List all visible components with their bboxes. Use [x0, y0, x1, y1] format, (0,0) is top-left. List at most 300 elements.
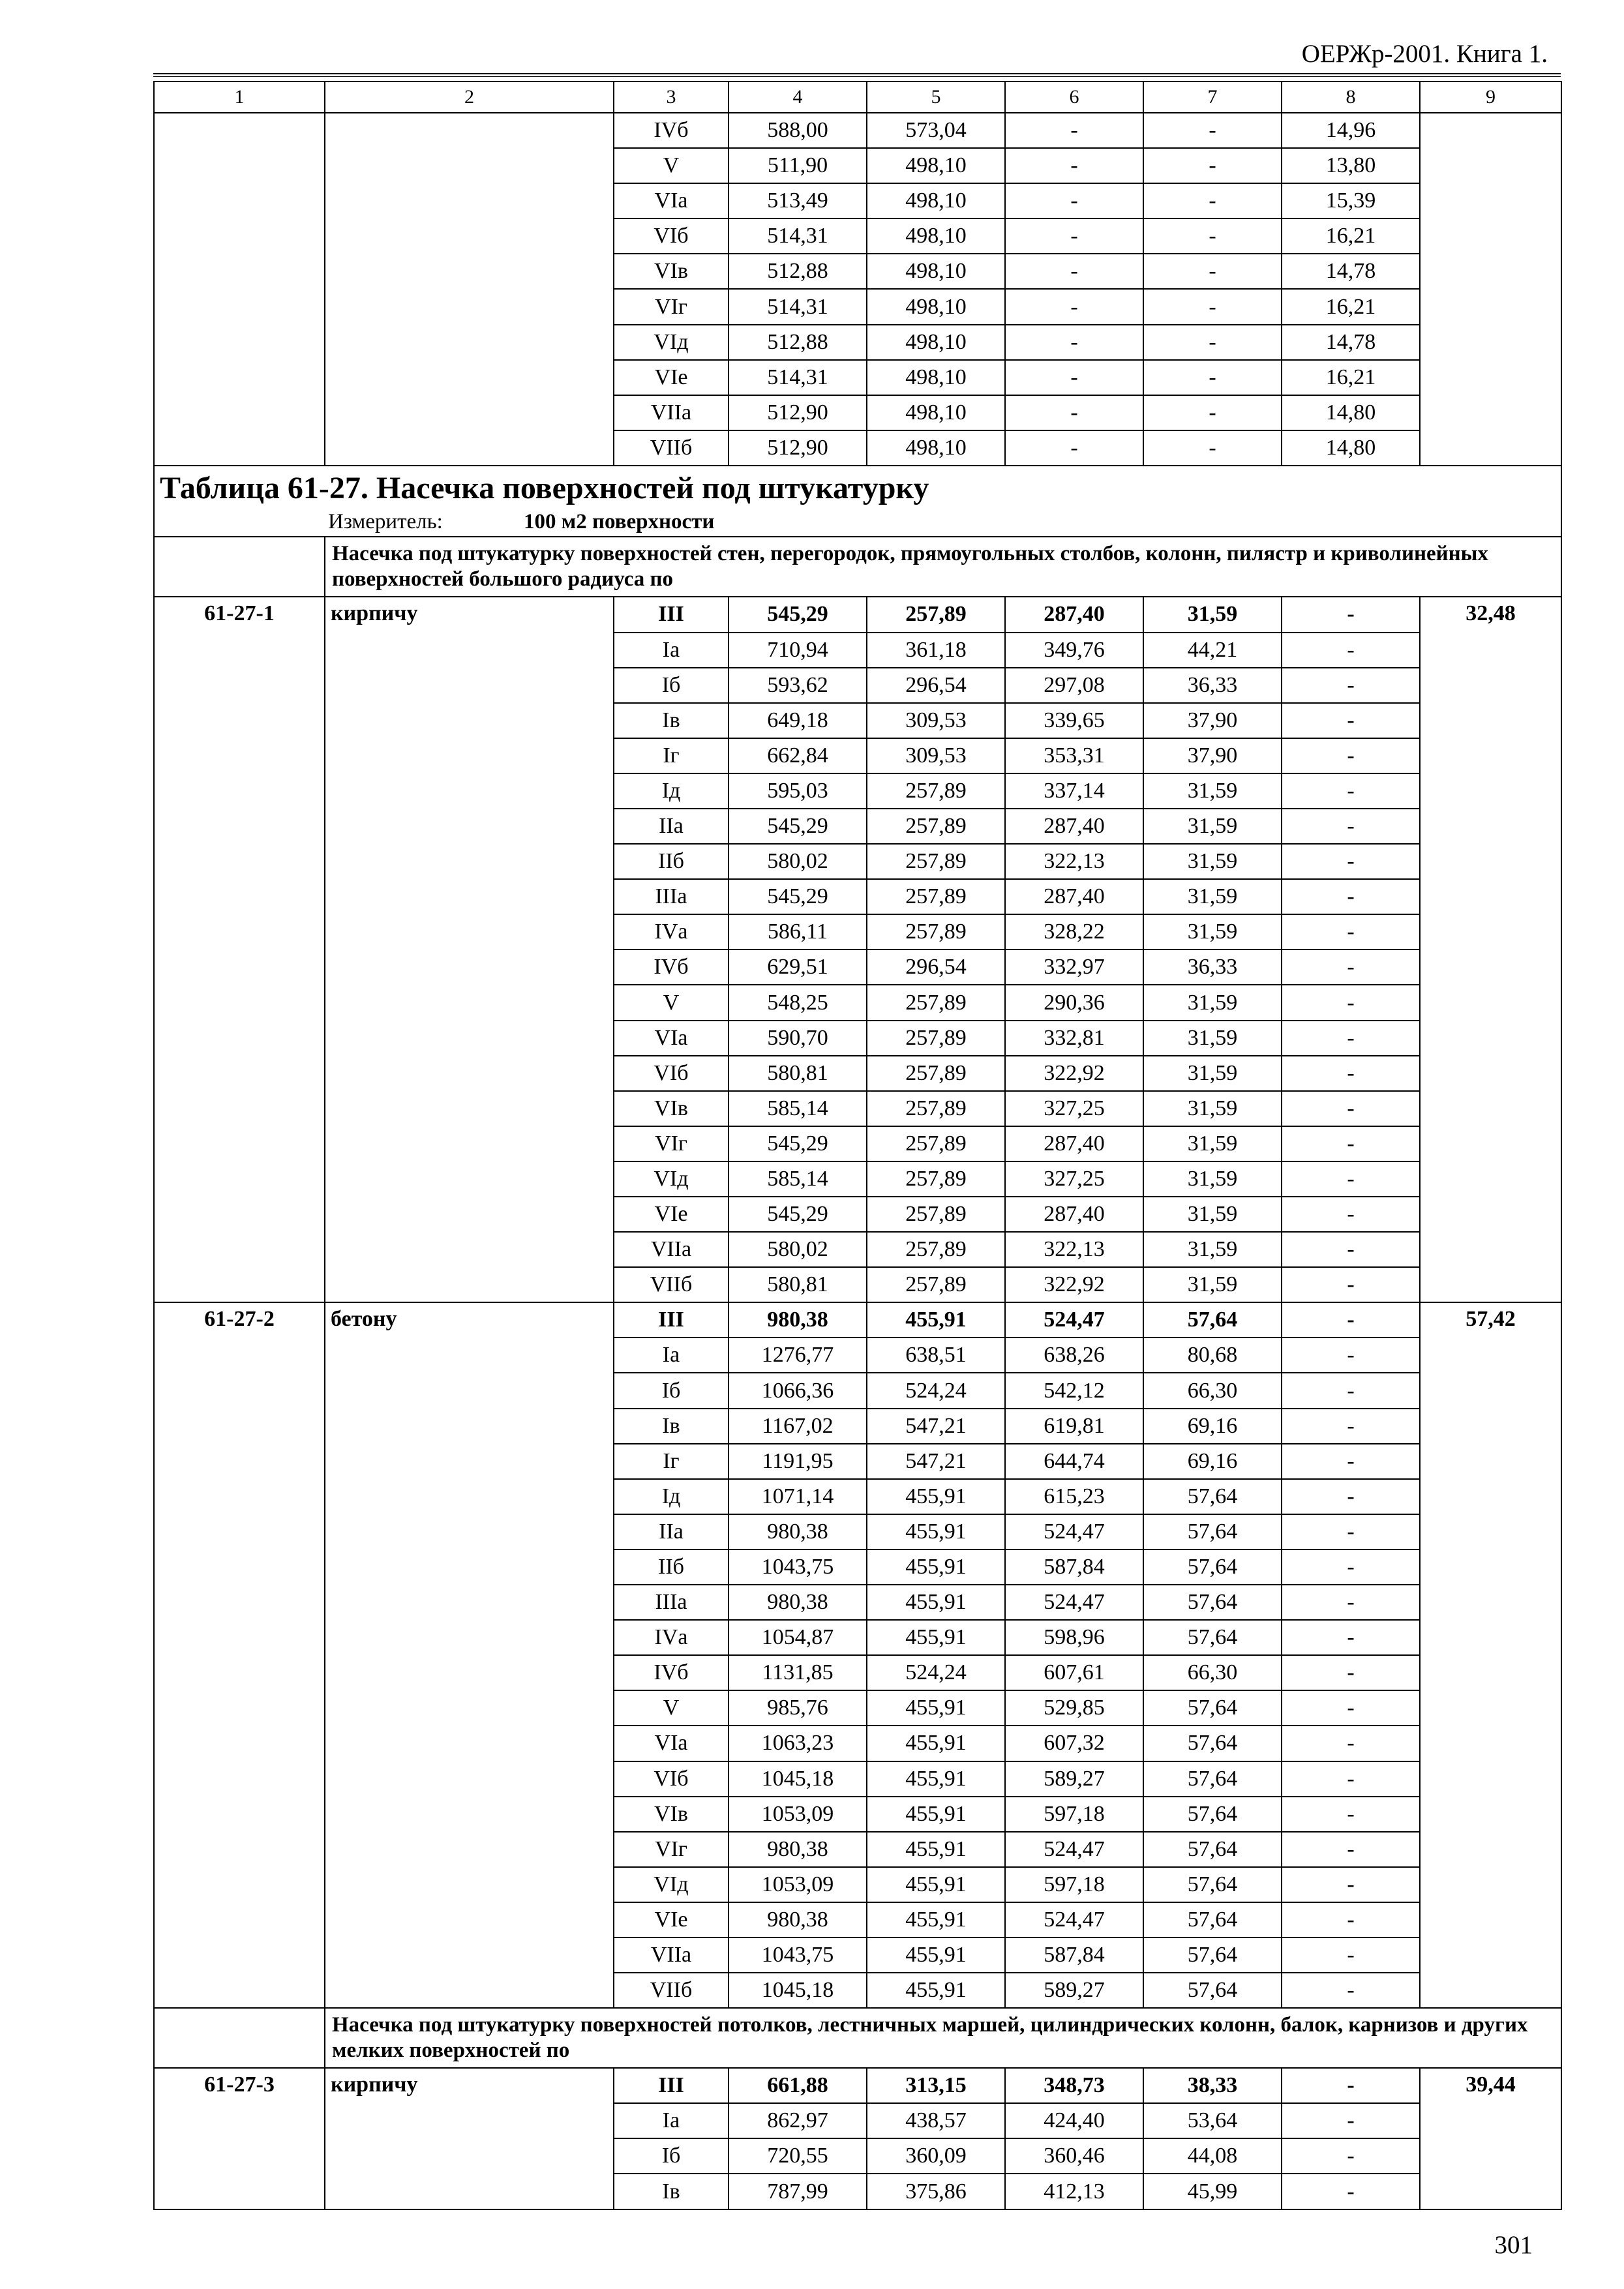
machines-cell: 287,40	[1005, 597, 1143, 632]
wages-cell: 455,91	[867, 1937, 1005, 1973]
total-cost-cell: 585,14	[729, 1091, 867, 1126]
machines-cell: 589,27	[1005, 1761, 1143, 1797]
col9-cell: 39,44	[1420, 2068, 1561, 2209]
wages-cell: 257,89	[867, 1021, 1005, 1056]
wages-cell: 257,89	[867, 1267, 1005, 1302]
total-cost-cell: 545,29	[729, 879, 867, 914]
wages-cell: 455,91	[867, 1797, 1005, 1832]
total-cost-cell: 512,88	[729, 325, 867, 360]
wages-cell: 257,89	[867, 597, 1005, 632]
total-cost-cell: 662,84	[729, 738, 867, 773]
wages-cell: 455,91	[867, 1973, 1005, 2008]
total-cost-cell: 545,29	[729, 1126, 867, 1161]
code-cell: 61-27-1	[154, 597, 325, 1302]
wages-cell: 257,89	[867, 1056, 1005, 1091]
total-cost-cell: 593,62	[729, 668, 867, 703]
materials-cell: -	[1282, 1726, 1420, 1761]
total-cost-cell: 980,38	[729, 1902, 867, 1937]
table-title: Таблица 61-27. Насечка поверхностей под штукатурку	[160, 470, 929, 505]
total-cost-cell: 1276,77	[729, 1338, 867, 1373]
materials-cell: -	[1282, 1585, 1420, 1620]
wages-cell: 257,89	[867, 1161, 1005, 1197]
driver-wages-cell: 66,30	[1143, 1655, 1282, 1690]
machines-cell: 287,40	[1005, 879, 1143, 914]
total-cost-cell: 580,02	[729, 1232, 867, 1267]
materials-cell: 15,39	[1282, 183, 1420, 218]
materials-cell: -	[1282, 1937, 1420, 1973]
total-cost-cell: 512,90	[729, 430, 867, 466]
machines-cell: -	[1005, 183, 1143, 218]
machines-cell: 529,85	[1005, 1690, 1143, 1726]
driver-wages-cell: 57,64	[1143, 1690, 1282, 1726]
category-cell: Iг	[614, 1444, 729, 1479]
driver-wages-cell: 45,99	[1143, 2174, 1282, 2209]
wages-cell: 257,89	[867, 1091, 1005, 1126]
driver-wages-cell: -	[1143, 218, 1282, 254]
machines-cell: 332,97	[1005, 950, 1143, 985]
machines-cell: 337,14	[1005, 773, 1143, 809]
driver-wages-cell: 57,64	[1143, 1585, 1282, 1620]
total-cost-cell: 720,55	[729, 2138, 867, 2174]
category-cell: Iг	[614, 738, 729, 773]
wages-cell: 257,89	[867, 1197, 1005, 1232]
category-cell: IVа	[614, 914, 729, 950]
driver-wages-cell: 31,59	[1143, 1161, 1282, 1197]
machines-cell: 638,26	[1005, 1338, 1143, 1373]
materials-cell: 14,80	[1282, 395, 1420, 430]
col9-cell	[1420, 113, 1561, 466]
materials-cell: -	[1282, 1409, 1420, 1444]
materials-cell: -	[1282, 2174, 1420, 2209]
category-cell: Iв	[614, 703, 729, 738]
category-cell: VIIа	[614, 1232, 729, 1267]
category-cell: IIб	[614, 1549, 729, 1585]
table-row	[154, 597, 1561, 632]
machines-cell: 587,84	[1005, 1937, 1143, 1973]
category-cell: VIб	[614, 1056, 729, 1091]
total-cost-cell: 1053,09	[729, 1867, 867, 1902]
wages-cell: 524,24	[867, 1373, 1005, 1408]
category-cell: VIа	[614, 1021, 729, 1056]
driver-wages-cell: 31,59	[1143, 1126, 1282, 1161]
table-title-cell	[154, 466, 1561, 537]
total-cost-cell: 595,03	[729, 773, 867, 809]
driver-wages-cell: 53,64	[1143, 2103, 1282, 2138]
total-cost-cell: 512,90	[729, 395, 867, 430]
materials-cell: 14,80	[1282, 430, 1420, 466]
driver-wages-cell: 57,64	[1143, 1620, 1282, 1655]
wages-cell: 455,91	[867, 1549, 1005, 1585]
wages-cell: 257,89	[867, 1232, 1005, 1267]
driver-wages-cell: -	[1143, 148, 1282, 183]
category-cell: VIе	[614, 360, 729, 395]
materials-cell: -	[1282, 879, 1420, 914]
code-cell	[154, 2008, 325, 2068]
total-cost-cell: 1063,23	[729, 1726, 867, 1761]
section-description: Насечка под штукатурку поверхностей стен, перегородок, прямоугольных столбов, колонн, пилястр и криволинейных поверхностей большого радиуса по	[325, 537, 1561, 597]
total-cost-cell: 585,14	[729, 1161, 867, 1197]
materials-cell: -	[1282, 1302, 1420, 1338]
wages-cell: 257,89	[867, 844, 1005, 879]
total-cost-cell: 545,29	[729, 809, 867, 844]
unit-value: 100 м2 поверхности	[524, 510, 715, 534]
driver-wages-cell: 57,64	[1143, 1867, 1282, 1902]
column-number-cell: 5	[867, 82, 1005, 113]
wages-cell: 498,10	[867, 183, 1005, 218]
category-cell: Iб	[614, 1373, 729, 1408]
category-cell: VIд	[614, 325, 729, 360]
column-number-cell: 2	[325, 82, 614, 113]
wages-cell: 498,10	[867, 148, 1005, 183]
machines-cell: 339,65	[1005, 703, 1143, 738]
driver-wages-cell: 44,21	[1143, 633, 1282, 668]
wages-cell: 573,04	[867, 113, 1005, 148]
machines-cell: 360,46	[1005, 2138, 1143, 2174]
materials-cell: -	[1282, 1126, 1420, 1161]
wages-cell: 296,54	[867, 950, 1005, 985]
total-cost-cell: 649,18	[729, 703, 867, 738]
machines-cell: 619,81	[1005, 1409, 1143, 1444]
category-cell: Iд	[614, 1479, 729, 1514]
driver-wages-cell: 57,64	[1143, 1832, 1282, 1867]
materials-cell: -	[1282, 844, 1420, 879]
total-cost-cell: 1053,09	[729, 1797, 867, 1832]
column-number-cell: 8	[1282, 82, 1420, 113]
table-row	[154, 113, 1561, 148]
materials-cell: -	[1282, 1690, 1420, 1726]
materials-cell: -	[1282, 2068, 1420, 2103]
driver-wages-cell: 57,64	[1143, 1514, 1282, 1549]
driver-wages-cell: -	[1143, 360, 1282, 395]
materials-cell: -	[1282, 1797, 1420, 1832]
category-cell: Iд	[614, 773, 729, 809]
driver-wages-cell: 31,59	[1143, 985, 1282, 1020]
machines-cell: -	[1005, 360, 1143, 395]
materials-cell: -	[1282, 1832, 1420, 1867]
category-cell: VIе	[614, 1902, 729, 1937]
category-cell: IIа	[614, 809, 729, 844]
category-cell: IIа	[614, 1514, 729, 1549]
driver-wages-cell: 57,64	[1143, 1726, 1282, 1761]
wages-cell: 498,10	[867, 254, 1005, 289]
category-cell: Iб	[614, 2138, 729, 2174]
wages-cell: 361,18	[867, 633, 1005, 668]
machines-cell: 542,12	[1005, 1373, 1143, 1408]
total-cost-cell: 862,97	[729, 2103, 867, 2138]
machines-cell: 287,40	[1005, 1197, 1143, 1232]
wages-cell: 455,91	[867, 1761, 1005, 1797]
total-cost-cell: 629,51	[729, 950, 867, 985]
driver-wages-cell: 31,59	[1143, 1021, 1282, 1056]
unit-line	[160, 510, 1556, 533]
materials-cell: -	[1282, 597, 1420, 632]
total-cost-cell: 980,38	[729, 1514, 867, 1549]
category-cell: VIIб	[614, 1267, 729, 1302]
code-cell	[154, 113, 325, 466]
wages-cell: 638,51	[867, 1338, 1005, 1373]
total-cost-cell: 511,90	[729, 148, 867, 183]
wages-cell: 455,91	[867, 1867, 1005, 1902]
materials-cell: 16,21	[1282, 218, 1420, 254]
driver-wages-cell: -	[1143, 289, 1282, 324]
materials-cell: -	[1282, 1761, 1420, 1797]
column-number-cell: 9	[1420, 82, 1561, 113]
machines-cell: 322,13	[1005, 1232, 1143, 1267]
machines-cell: -	[1005, 148, 1143, 183]
category-cell: VIIб	[614, 1973, 729, 2008]
total-cost-cell: 1071,14	[729, 1479, 867, 1514]
category-cell: Iа	[614, 1338, 729, 1373]
total-cost-cell: 985,76	[729, 1690, 867, 1726]
section-description-row	[154, 2008, 1561, 2068]
section-description-row	[154, 537, 1561, 597]
wages-cell: 498,10	[867, 325, 1005, 360]
wages-cell: 360,09	[867, 2138, 1005, 2174]
machines-cell: -	[1005, 430, 1143, 466]
total-cost-cell: 1167,02	[729, 1409, 867, 1444]
wages-cell: 257,89	[867, 879, 1005, 914]
machines-cell: 597,18	[1005, 1797, 1143, 1832]
driver-wages-cell: 44,08	[1143, 2138, 1282, 2174]
category-cell: VIа	[614, 183, 729, 218]
category-cell: V	[614, 1690, 729, 1726]
driver-wages-cell: 31,59	[1143, 844, 1282, 879]
materials-cell: -	[1282, 1444, 1420, 1479]
materials-cell: -	[1282, 668, 1420, 703]
category-cell: Iв	[614, 2174, 729, 2209]
category-cell: IIб	[614, 844, 729, 879]
machines-cell: -	[1005, 254, 1143, 289]
materials-cell: 14,78	[1282, 254, 1420, 289]
materials-cell: -	[1282, 1549, 1420, 1585]
driver-wages-cell: 36,33	[1143, 668, 1282, 703]
col9-cell: 32,48	[1420, 597, 1561, 1302]
machines-cell: 348,73	[1005, 2068, 1143, 2103]
total-cost-cell: 1066,36	[729, 1373, 867, 1408]
machines-cell: 524,47	[1005, 1585, 1143, 1620]
driver-wages-cell: 57,64	[1143, 1479, 1282, 1514]
col9-cell: 57,42	[1420, 1302, 1561, 2008]
machines-cell: -	[1005, 325, 1143, 360]
materials-cell: -	[1282, 633, 1420, 668]
driver-wages-cell: 57,64	[1143, 1937, 1282, 1973]
total-cost-cell: 1045,18	[729, 1973, 867, 2008]
table-title-row	[154, 466, 1561, 537]
wages-cell: 498,10	[867, 430, 1005, 466]
total-cost-cell: 1045,18	[729, 1761, 867, 1797]
materials-cell: -	[1282, 1373, 1420, 1408]
materials-cell: -	[1282, 950, 1420, 985]
total-cost-cell: 1054,87	[729, 1620, 867, 1655]
column-number-cell: 7	[1143, 82, 1282, 113]
materials-cell: -	[1282, 985, 1420, 1020]
machines-cell: 587,84	[1005, 1549, 1143, 1585]
materials-cell: -	[1282, 1973, 1420, 2008]
category-cell: VIд	[614, 1867, 729, 1902]
driver-wages-cell: 31,59	[1143, 1232, 1282, 1267]
wages-cell: 438,57	[867, 2103, 1005, 2138]
driver-wages-cell: 69,16	[1143, 1409, 1282, 1444]
driver-wages-cell: 37,90	[1143, 738, 1282, 773]
column-number-cell: 1	[154, 82, 325, 113]
machines-cell: 327,25	[1005, 1091, 1143, 1126]
materials-cell: -	[1282, 1056, 1420, 1091]
machines-cell: 322,13	[1005, 844, 1143, 879]
driver-wages-cell: -	[1143, 395, 1282, 430]
total-cost-cell: 512,88	[729, 254, 867, 289]
wages-cell: 455,91	[867, 1514, 1005, 1549]
wages-cell: 498,10	[867, 218, 1005, 254]
machines-cell: -	[1005, 113, 1143, 148]
materials-cell: 16,21	[1282, 289, 1420, 324]
category-cell: VIв	[614, 254, 729, 289]
code-cell: 61-27-3	[154, 2068, 325, 2209]
materials-cell: -	[1282, 1161, 1420, 1197]
category-cell: IIIа	[614, 1585, 729, 1620]
driver-wages-cell: 57,64	[1143, 1902, 1282, 1937]
header-rule	[153, 73, 1561, 77]
machines-cell: -	[1005, 218, 1143, 254]
total-cost-cell: 980,38	[729, 1302, 867, 1338]
materials-cell: -	[1282, 1338, 1420, 1373]
total-cost-cell: 661,88	[729, 2068, 867, 2103]
wages-cell: 524,24	[867, 1655, 1005, 1690]
total-cost-cell: 1043,75	[729, 1937, 867, 1973]
wages-cell: 455,91	[867, 1832, 1005, 1867]
materials-cell: -	[1282, 1514, 1420, 1549]
materials-cell: -	[1282, 2103, 1420, 2138]
machines-cell: 598,96	[1005, 1620, 1143, 1655]
unit-label: Измеритель:	[328, 510, 443, 534]
total-cost-cell: 580,81	[729, 1267, 867, 1302]
driver-wages-cell: 37,90	[1143, 703, 1282, 738]
wages-cell: 257,89	[867, 1126, 1005, 1161]
materials-cell: -	[1282, 2138, 1420, 2174]
machines-cell: 328,22	[1005, 914, 1143, 950]
column-number-cell: 6	[1005, 82, 1143, 113]
driver-wages-cell: -	[1143, 430, 1282, 466]
category-cell: III	[614, 1302, 729, 1338]
machines-cell: 524,47	[1005, 1832, 1143, 1867]
machines-cell: 287,40	[1005, 809, 1143, 844]
materials-cell: -	[1282, 1091, 1420, 1126]
driver-wages-cell: 57,64	[1143, 1973, 1282, 2008]
category-cell: VIIб	[614, 430, 729, 466]
total-cost-cell: 787,99	[729, 2174, 867, 2209]
wages-cell: 257,89	[867, 773, 1005, 809]
driver-wages-cell: 57,64	[1143, 1302, 1282, 1338]
materials-cell: -	[1282, 738, 1420, 773]
machines-cell: 287,40	[1005, 1126, 1143, 1161]
driver-wages-cell: 31,59	[1143, 809, 1282, 844]
code-cell: 61-27-2	[154, 1302, 325, 2008]
driver-wages-cell: -	[1143, 325, 1282, 360]
category-cell: Iа	[614, 2103, 729, 2138]
machines-cell: 597,18	[1005, 1867, 1143, 1902]
materials-cell: 16,21	[1282, 360, 1420, 395]
category-cell: III	[614, 2068, 729, 2103]
machines-cell: 349,76	[1005, 633, 1143, 668]
driver-wages-cell: 80,68	[1143, 1338, 1282, 1373]
section-description: Насечка под штукатурку поверхностей потолков, лестничных маршей, цилиндрических колонн, балок, карнизов и других мелких поверхностей по	[325, 2008, 1561, 2068]
category-cell: VIв	[614, 1797, 729, 1832]
wages-cell: 313,15	[867, 2068, 1005, 2103]
machines-cell: 615,23	[1005, 1479, 1143, 1514]
wages-cell: 375,86	[867, 2174, 1005, 2209]
category-cell: IIIа	[614, 879, 729, 914]
total-cost-cell: 980,38	[729, 1585, 867, 1620]
materials-cell: -	[1282, 1232, 1420, 1267]
materials-cell: -	[1282, 1479, 1420, 1514]
category-cell: V	[614, 148, 729, 183]
driver-wages-cell: 57,64	[1143, 1761, 1282, 1797]
wages-cell: 455,91	[867, 1479, 1005, 1514]
total-cost-cell: 590,70	[729, 1021, 867, 1056]
wages-cell: 257,89	[867, 914, 1005, 950]
machines-cell: 524,47	[1005, 1302, 1143, 1338]
driver-wages-cell: 31,59	[1143, 597, 1282, 632]
page-header: ОЕРЖр-2001. Книга 1.	[1301, 40, 1548, 68]
machines-cell: 524,47	[1005, 1902, 1143, 1937]
category-cell: IVа	[614, 1620, 729, 1655]
category-cell: VIIа	[614, 1937, 729, 1973]
total-cost-cell: 1191,95	[729, 1444, 867, 1479]
category-cell: IVб	[614, 113, 729, 148]
category-cell: III	[614, 597, 729, 632]
driver-wages-cell: 36,33	[1143, 950, 1282, 985]
total-cost-cell: 586,11	[729, 914, 867, 950]
category-cell: IVб	[614, 950, 729, 985]
driver-wages-cell: 31,59	[1143, 1056, 1282, 1091]
total-cost-cell: 545,29	[729, 597, 867, 632]
name-cell	[325, 113, 614, 466]
column-number-row	[154, 82, 1561, 113]
materials-cell: -	[1282, 809, 1420, 844]
machines-cell: 424,40	[1005, 2103, 1143, 2138]
category-cell: V	[614, 985, 729, 1020]
driver-wages-cell: -	[1143, 113, 1282, 148]
driver-wages-cell: -	[1143, 183, 1282, 218]
materials-cell: -	[1282, 914, 1420, 950]
driver-wages-cell: 57,64	[1143, 1797, 1282, 1832]
category-cell: VIIа	[614, 395, 729, 430]
category-cell: VIд	[614, 1161, 729, 1197]
total-cost-cell: 980,38	[729, 1832, 867, 1867]
total-cost-cell: 514,31	[729, 218, 867, 254]
total-cost-cell: 710,94	[729, 633, 867, 668]
wages-cell: 455,91	[867, 1302, 1005, 1338]
table-row	[154, 1302, 1561, 1338]
total-cost-cell: 545,29	[729, 1197, 867, 1232]
category-cell: VIг	[614, 1126, 729, 1161]
machines-cell: 332,81	[1005, 1021, 1143, 1056]
wages-cell: 296,54	[867, 668, 1005, 703]
rates-table	[153, 81, 1562, 2210]
column-number-cell: 4	[729, 82, 867, 113]
machines-cell: 322,92	[1005, 1267, 1143, 1302]
materials-cell: -	[1282, 1197, 1420, 1232]
materials-cell: 13,80	[1282, 148, 1420, 183]
wages-cell: 309,53	[867, 703, 1005, 738]
materials-cell: 14,96	[1282, 113, 1420, 148]
wages-cell: 455,91	[867, 1620, 1005, 1655]
wages-cell: 498,10	[867, 360, 1005, 395]
wages-cell: 257,89	[867, 809, 1005, 844]
table-row	[154, 2068, 1561, 2103]
wages-cell: 455,91	[867, 1585, 1005, 1620]
name-cell: бетону	[325, 1302, 614, 2008]
machines-cell: 290,36	[1005, 985, 1143, 1020]
